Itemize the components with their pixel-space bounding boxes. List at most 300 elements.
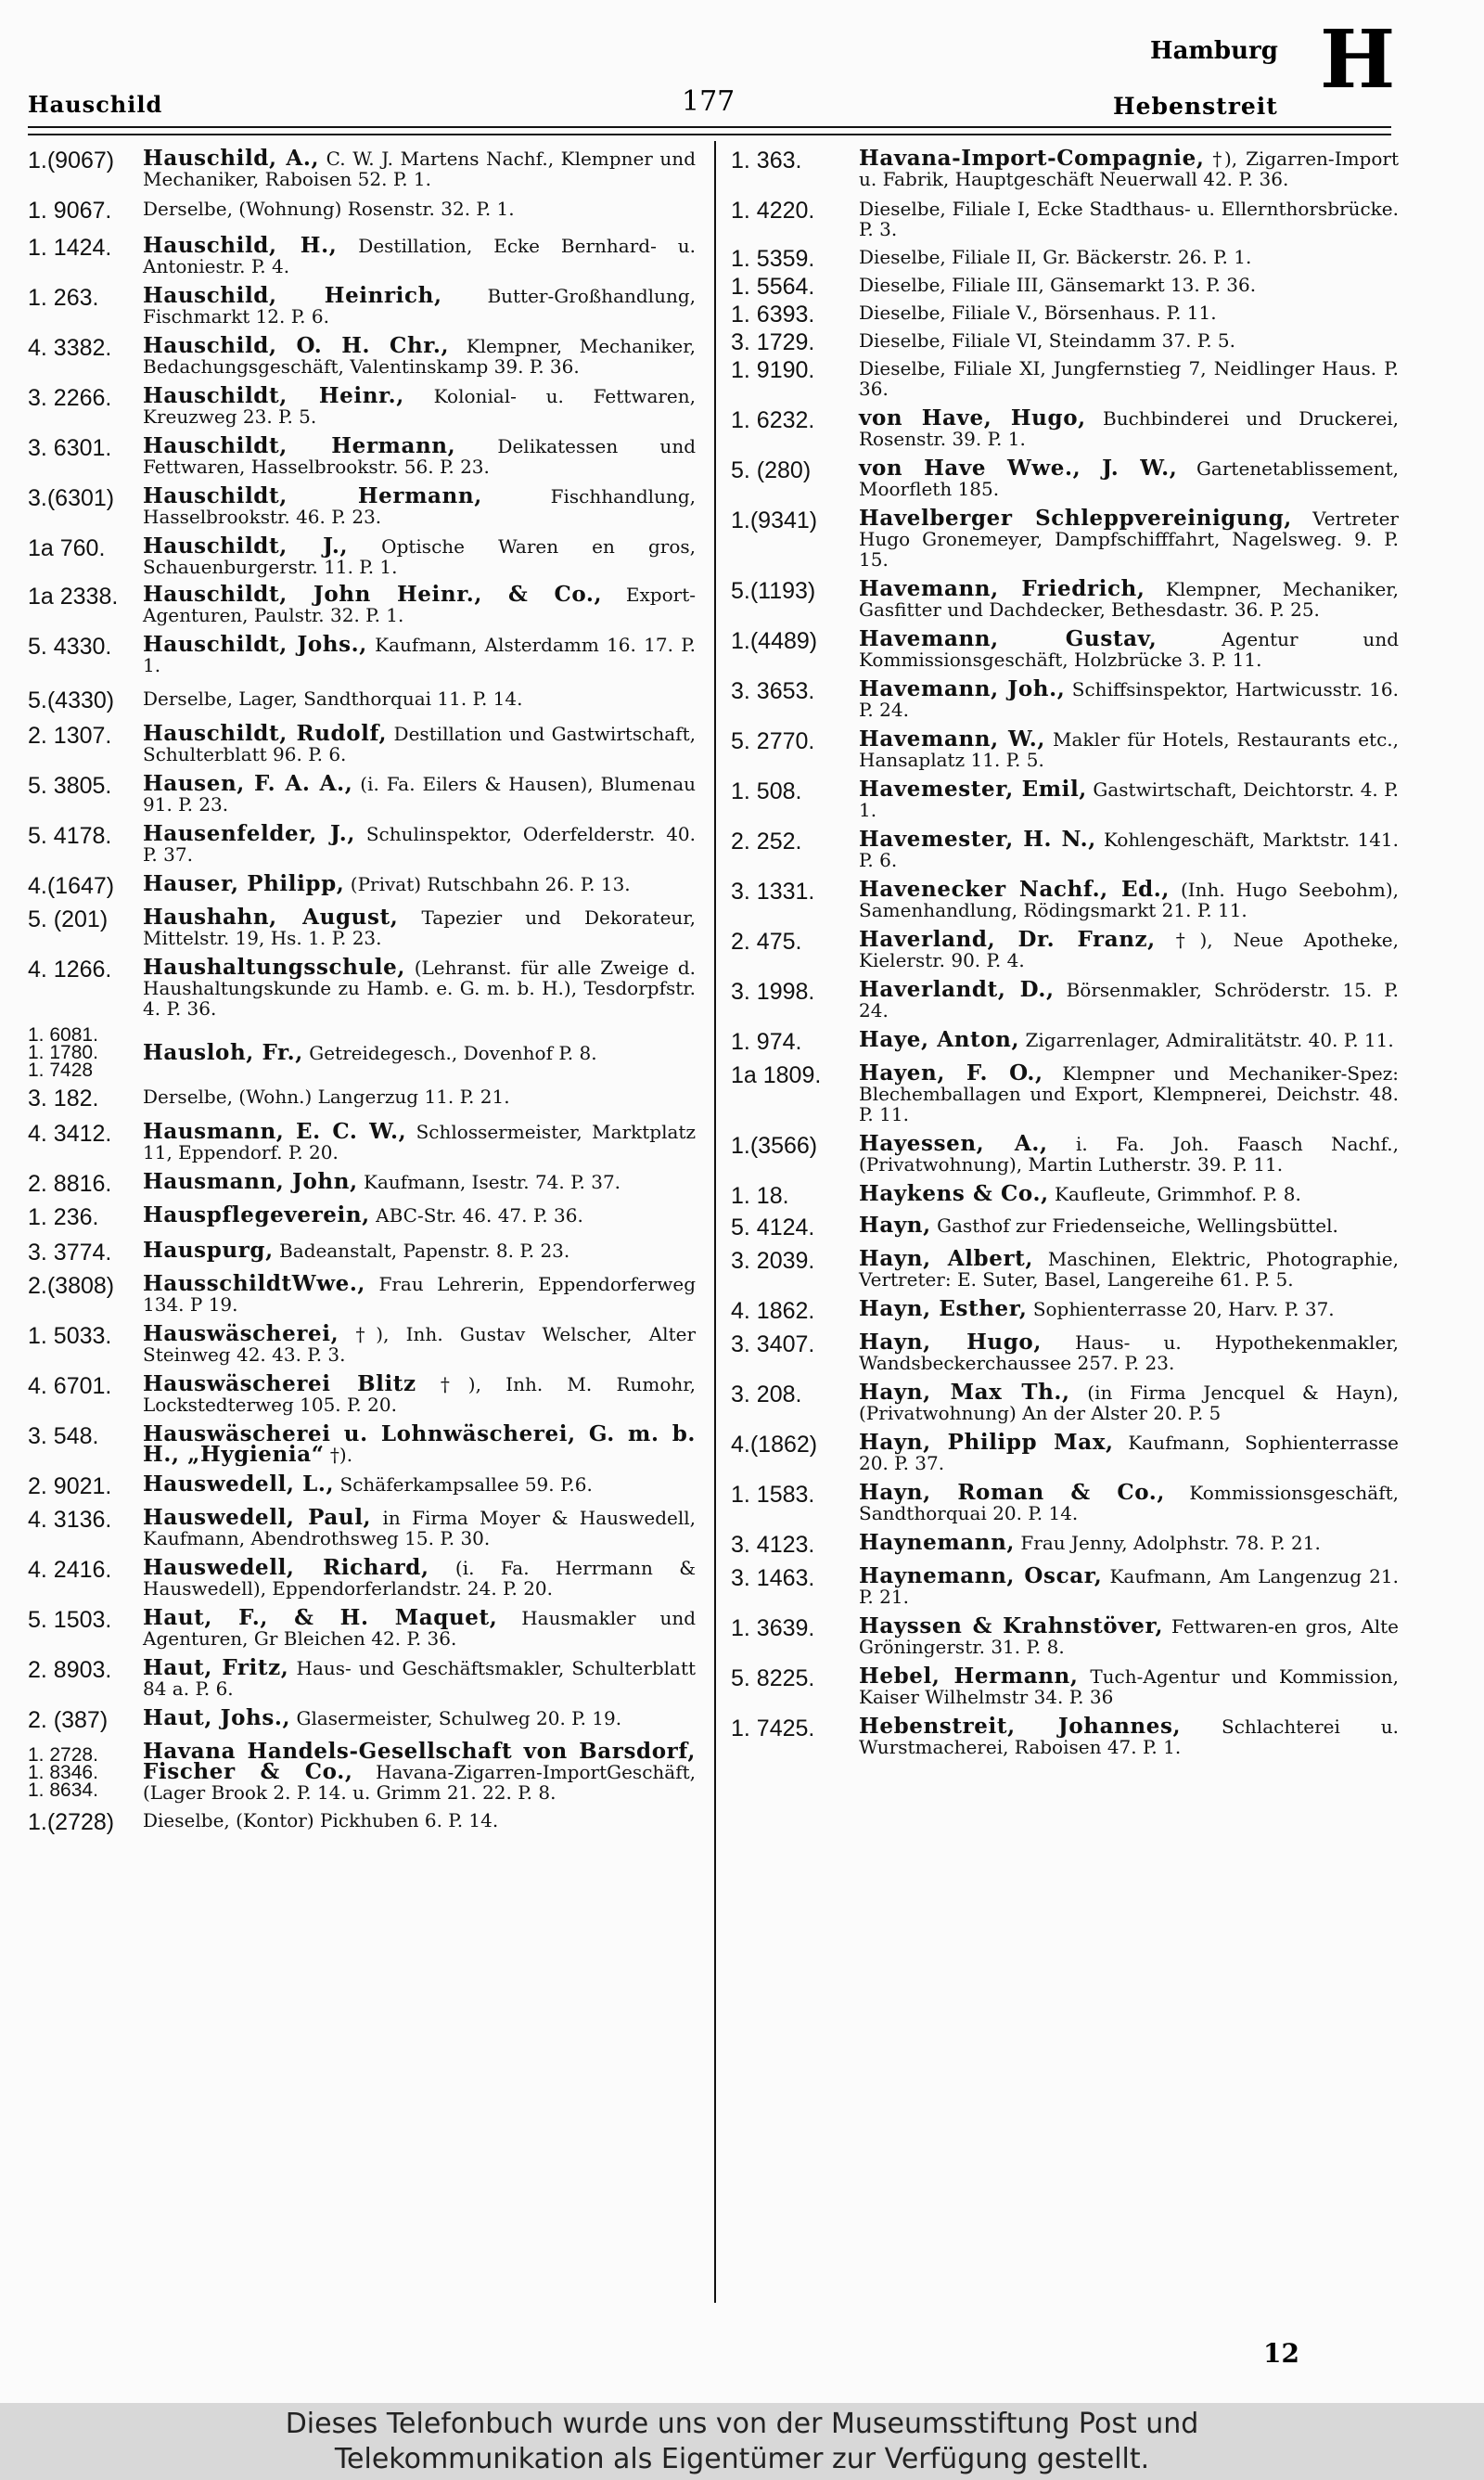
phone-number: 2. 8903.: [28, 1657, 112, 1683]
entry-description: Börsenmakler, Schröderstr. 15. P. 24.: [859, 979, 1399, 1022]
left-column: [28, 148, 696, 1834]
phone-number: 1. 6232.: [731, 407, 815, 433]
entry-description: Dieselbe, Filiale V., Börsenhaus. P. 11.: [859, 302, 1217, 324]
entry-description: Dieselbe, Filiale I, Ecke Stadthaus- u. Ellernthorsbrücke. P. 3.: [859, 198, 1399, 240]
phone-number: 3. 2039.: [731, 1248, 815, 1274]
entry-text: [859, 576, 1399, 621]
entry-name: Hauswäscherei Blitz: [143, 1371, 416, 1396]
list-item: [28, 1505, 697, 1549]
entry-description: Havana-Zigarren-ImportGeschäft, (Lager Brook 2. P. 14. u. Grimm 21. 22. P. 8.: [143, 1761, 696, 1804]
entry-name: Haynemann,: [859, 1530, 1016, 1555]
entry-text: [143, 1505, 697, 1549]
entry-description: Gasthof zur Friedenseiche, Wellingsbüttel.: [937, 1214, 1338, 1237]
entry-description: Kaufmann, Alsterdamm 16. 17. P. 1.: [143, 634, 697, 676]
phone-number: 2.(3808): [28, 1273, 115, 1299]
phone-number: 2. 1307.: [28, 723, 112, 749]
list-item: [731, 1027, 1399, 1055]
entry-text: [143, 1371, 697, 1416]
phone-number: 5. 8225.: [731, 1665, 815, 1691]
list-item: [28, 1321, 697, 1366]
list-item: [28, 283, 696, 328]
entry-description: Derselbe, (Wohn.) Langerzug 11. P. 21.: [143, 1086, 510, 1108]
list-item: [731, 1430, 1399, 1474]
entry-text: [143, 1471, 696, 1497]
entry-name: Haushahn, August,: [143, 905, 399, 930]
entry-text: [859, 1563, 1399, 1608]
entry-text: [143, 871, 696, 896]
entry-text: [859, 877, 1399, 921]
entry-name: Hausenfelder, J.,: [143, 821, 355, 846]
phone-number: 1. 363.: [731, 148, 802, 173]
entry-description: Kaufmann, Isestr. 74. P. 37.: [364, 1171, 621, 1193]
phone-number: 4. 1266.: [28, 957, 112, 983]
entry-description: Dieselbe, (Kontor) Pickhuben 6. P. 14.: [143, 1809, 499, 1831]
list-item: [28, 1471, 696, 1499]
entry-text: [143, 1605, 697, 1650]
entry-name: Hayn, Albert,: [859, 1246, 1034, 1271]
city-name: Hamburg: [1150, 37, 1278, 65]
entry-text: [859, 676, 1400, 721]
phone-number: 5. 4124.: [731, 1214, 815, 1240]
list-item: [28, 957, 696, 1019]
list-item: [731, 1480, 1399, 1524]
entry-text: [143, 1421, 696, 1467]
entry-description: Makler für Hotels, Restaurants etc., Hansaplatz 11. P. 5.: [859, 728, 1399, 771]
entry-description: Destillation, Ecke Bernhard- u. Antoniestr. P. 4.: [143, 235, 697, 277]
entry-name: Hauschildt, Hermann,: [143, 433, 456, 458]
phone-number: 4.(1647): [28, 873, 115, 899]
entry-text: [859, 405, 1400, 450]
phone-number: 1.(4489): [731, 628, 818, 654]
entry-text: [143, 1119, 696, 1163]
entry-text: [143, 771, 696, 816]
phone-number: 5. (201): [28, 906, 109, 932]
entry-description: Frau Lehrerin, Eppendorferweg 134. P 19.: [143, 1273, 697, 1316]
entry-text: [859, 1382, 1399, 1423]
phone-number: 5. 4330.: [28, 634, 112, 660]
list-item: [28, 771, 696, 816]
entry-text: [859, 302, 1399, 323]
phone-number: 5. 1503.: [28, 1607, 112, 1633]
phone-number: 1. 6393.: [731, 302, 815, 328]
list-item: [731, 1246, 1399, 1291]
phone-number: 3. 1729.: [731, 329, 815, 355]
entry-description: Gartenetablissement, Moorfleth 185.: [859, 457, 1399, 500]
right-column: [731, 148, 1399, 1757]
entry-text: [859, 1666, 1399, 1707]
entry-name: Hauschildt, Heinr.,: [143, 383, 404, 408]
entry-description: †), Inh. M. Rumohr, Lockstedterweg 105. P. 20.: [143, 1373, 697, 1416]
entry-description: Dieselbe, Filiale VI, Steindamm 37. P. 5.: [859, 329, 1235, 352]
list-item: [28, 233, 697, 277]
list-item: [731, 508, 1399, 570]
entry-description: Getreidegesch., Dovenhof P. 8.: [309, 1041, 597, 1064]
list-item: [731, 1296, 1399, 1324]
entry-text: [859, 358, 1399, 399]
phone-number: 1. 508.: [731, 778, 802, 804]
list-item: [731, 1060, 1400, 1125]
phone-number: 2. 9021.: [28, 1473, 112, 1499]
phone-number: 1.(3566): [731, 1133, 818, 1159]
entry-description: Fettwaren-en gros, Alte Gröningerstr. 31. P. 8.: [859, 1615, 1399, 1658]
list-item: [731, 1716, 1399, 1757]
entry-text: [859, 726, 1399, 771]
entry-text: [143, 1202, 696, 1227]
list-item: [28, 1119, 696, 1163]
list-item: [731, 576, 1399, 621]
entry-text: [143, 533, 697, 578]
entry-text: [859, 626, 1399, 671]
list-item: [731, 927, 1399, 971]
entry-text: [143, 1321, 697, 1366]
list-item: [731, 877, 1399, 921]
list-item: [731, 247, 1399, 271]
entry-text: [143, 233, 697, 277]
phone-number: 1. 18.: [731, 1183, 789, 1209]
list-item: [731, 405, 1400, 450]
list-item: [28, 1086, 696, 1111]
entry-text: [859, 458, 1399, 499]
entry-description: Schäferkampsallee 59. P.6.: [339, 1473, 593, 1496]
entry-name: Haut, Johs.,: [143, 1705, 291, 1730]
entry-name: Hauschild, H.,: [143, 233, 338, 258]
entry-text: [143, 283, 696, 328]
entry-text: [143, 1086, 696, 1107]
entry-name: Hauschildt, J.,: [143, 533, 349, 559]
list-item: [731, 676, 1400, 721]
phone-number: 5. (280): [731, 457, 812, 483]
list-item: [28, 333, 696, 378]
phone-number: 1. 1583.: [731, 1482, 815, 1508]
page-number: 177: [682, 85, 736, 118]
entry-name: Hauschild, Heinrich,: [143, 283, 442, 308]
list-item: [28, 1705, 696, 1733]
phone-number: 1a 760.: [28, 535, 106, 561]
entry-name: Hauswedell, Paul,: [143, 1505, 372, 1530]
list-item: [731, 358, 1399, 399]
phone-number: 1.(9067): [28, 148, 115, 173]
phone-number: 1. 974.: [731, 1029, 802, 1055]
entry-description: Destillation und Gastwirtschaft, Schulterblatt 96. P. 6.: [143, 723, 696, 765]
list-item: [28, 871, 696, 899]
entry-text: [143, 1810, 696, 1831]
phone-number: 1. 4220.: [731, 198, 815, 224]
entry-text: [859, 1027, 1399, 1052]
list-item: [731, 1215, 1399, 1240]
phone-number: 1. 5564.: [731, 274, 815, 300]
entry-name: Havemann, Friedrich,: [859, 576, 1145, 601]
entry-description: Frau Jenny, Adolphstr. 78. P. 21.: [1020, 1532, 1321, 1554]
entry-description: (Privat) Rutschbahn 26. P. 13.: [350, 873, 631, 895]
entry-text: [143, 688, 696, 709]
list-item: [28, 199, 696, 223]
list-item: [28, 1810, 696, 1834]
phone-number: 3. 548.: [28, 1423, 99, 1449]
entry-description: Tapezier und Dekorateur, Mittelstr. 19, Hs. 1. P. 23.: [143, 906, 697, 949]
phone-number: 3. 1463.: [731, 1565, 815, 1591]
phone-number: 3. 3407.: [731, 1331, 815, 1357]
entry-text: [859, 247, 1399, 267]
entry-name: Hebenstreit, Johannes,: [859, 1714, 1182, 1739]
list-item: [731, 1530, 1399, 1558]
entry-name: Hausen, F. A. A.,: [143, 771, 353, 796]
section-letter: H: [1320, 13, 1396, 107]
entry-text: [859, 1430, 1399, 1474]
phone-number: 1a 2338.: [28, 584, 119, 610]
entry-text: [859, 1530, 1399, 1555]
entry-description: Agentur und Kommissionsgeschäft, Holzbrücke 3. P. 11.: [859, 628, 1399, 671]
entry-description: (in Firma Jencquel & Hayn), (Privatwohnung) An der Alster 20. P. 5: [859, 1381, 1399, 1424]
entry-text: [143, 907, 696, 948]
entry-name: Hauschild, O. H. Chr.,: [143, 333, 450, 358]
entry-description: Klempner, Mechaniker, Gasfitter und Dachdecker, Bethesdastr. 36. P. 25.: [859, 578, 1399, 621]
entry-description: Schulinspektor, Oderfelderstr. 40. P. 37.: [143, 823, 696, 866]
entry-text: [859, 275, 1399, 295]
phone-number: 5. 4178.: [28, 823, 112, 849]
entry-name: Havemester, H. N.,: [859, 827, 1096, 852]
list-item: [731, 1181, 1399, 1209]
entry-description: in Firma Moyer & Hauswedell, Kaufmann, Abendrothsweg 15. P. 30.: [143, 1507, 697, 1549]
entry-text: [859, 1060, 1400, 1125]
entry-name: Hauswäscherei,: [143, 1321, 339, 1346]
phone-number: 3. 182.: [28, 1086, 99, 1112]
list-item: [28, 533, 697, 578]
entry-description: †), Inh. Gustav Welscher, Alter Steinweg 42. 43. P. 3.: [143, 1323, 697, 1366]
phone-number: 1. 3639.: [731, 1615, 815, 1641]
entry-name: Havemann, W.,: [859, 726, 1046, 752]
entry-name: Haut, F., & H. Maquet,: [143, 1605, 498, 1630]
entry-name: von Have Wwe., J. W.,: [859, 456, 1178, 481]
entry-text: [143, 821, 696, 866]
column-divider: [714, 141, 716, 2303]
phone-number: 1. 2728.: [28, 1743, 98, 1766]
list-item: [731, 458, 1399, 499]
list-item: [28, 688, 696, 713]
entry-text: [859, 1296, 1399, 1321]
entry-name: Havana-Import-Compagnie,: [859, 146, 1205, 171]
entry-text: [143, 1741, 696, 1803]
phone-number: 1. 8346.: [28, 1761, 98, 1783]
entry-text: [859, 1246, 1399, 1291]
entry-name: HausschildtWwe.,: [143, 1271, 366, 1296]
footer-notice: [0, 2403, 1484, 2480]
entry-text: [859, 1131, 1400, 1176]
entry-name: Havemann, Gustav,: [859, 626, 1158, 651]
entry-name: Hauspurg,: [143, 1238, 274, 1263]
entry-description: i. Fa. Joh. Faasch Nachf., (Privatwohnung), Martin Lutherstr. 39. P. 11.: [859, 1133, 1400, 1176]
entry-name: Haushaltungsschule,: [143, 955, 405, 980]
entry-name: Hebel, Hermann,: [859, 1664, 1079, 1689]
list-item: [28, 1169, 696, 1197]
entry-description: Haus- u. Hypothekenmakler, Wandsbeckerchaussee 257. P. 23.: [859, 1331, 1399, 1374]
list-item: [731, 1666, 1399, 1707]
header-rule-top: [28, 126, 1391, 128]
phone-number: 1. 9190.: [731, 357, 815, 383]
phone-number: 1.(9341): [731, 508, 818, 533]
entry-name: Hausloh, Fr.,: [143, 1039, 303, 1065]
entry-description: Badeanstalt, Papenstr. 8. P. 23.: [279, 1240, 570, 1262]
entry-description: Fischhandlung, Hasselbrookstr. 46. P. 23.: [143, 485, 697, 528]
entry-description: †), Zigarren-Import u. Fabrik, Hauptgeschäft Neuerwall 42. P. 36.: [859, 148, 1399, 190]
entry-name: Hauser, Philipp,: [143, 871, 345, 896]
right-guide-word: Hebenstreit: [1113, 93, 1278, 120]
entry-description: Schlachterei u. Wurstmacherei, Raboisen 47. P. 1.: [859, 1715, 1399, 1758]
phone-number: 3. 6301.: [28, 435, 112, 461]
entry-description: Dieselbe, Filiale XI, Jungfernstieg 7, Neidlinger Haus. P. 36.: [859, 357, 1399, 400]
entry-description: †), Neue Apotheke, Kielerstr. 90. P. 4.: [859, 929, 1399, 971]
entry-text: [859, 977, 1399, 1022]
entry-name: Haynemann, Oscar,: [859, 1563, 1103, 1588]
phone-number: 1. 8634.: [28, 1779, 98, 1801]
entry-description: Klempner, Mechaniker, Bedachungsgeschäft, Valentinskamp 39. P. 36.: [143, 335, 696, 378]
entry-name: Hayn,: [859, 1213, 931, 1238]
entry-name: Hayn, Max Th.,: [859, 1380, 1070, 1405]
list-item: [28, 1371, 697, 1416]
list-item: [731, 626, 1399, 671]
list-item: [28, 433, 696, 478]
list-item: [28, 632, 697, 676]
entry-name: Havemester, Emil,: [859, 777, 1087, 802]
list-item: [28, 1271, 697, 1316]
phone-number: 4. 2416.: [28, 1557, 112, 1583]
phone-number: 5. 2770.: [731, 728, 815, 754]
list-item: [731, 1563, 1399, 1608]
left-guide-word: Hauschild: [28, 91, 163, 118]
entry-name: Havelberger Schleppvereinigung,: [859, 506, 1292, 531]
entry-text: [143, 582, 696, 626]
list-item: [731, 1613, 1399, 1658]
phone-number-group: [28, 1743, 143, 1801]
phone-number: 5. 3805.: [28, 773, 112, 799]
entry-text: [143, 957, 696, 1019]
entry-text: [859, 1613, 1399, 1658]
entry-name: Hauswedell, L.,: [143, 1471, 335, 1497]
entry-name: Hauschildt, John Heinr., & Co.,: [143, 582, 603, 607]
entry-description: Hausmakler und Agenturen, Gr Bleichen 42. P. 36.: [143, 1607, 697, 1650]
entry-text: [859, 1480, 1399, 1524]
entry-description: Glasermeister, Schulweg 20. P. 19.: [296, 1707, 622, 1729]
phone-number: 3. 208.: [731, 1381, 802, 1407]
list-item: [731, 779, 1399, 820]
entry-text: [859, 829, 1399, 870]
phone-number: 4. 3382.: [28, 335, 112, 361]
phone-number: 4. 3136.: [28, 1507, 112, 1533]
entry-name: Hausmann, E. C. W.,: [143, 1119, 407, 1144]
entry-description: Tuch-Agentur und Kommission, Kaiser Wilhelmstr 34. P. 36: [859, 1665, 1399, 1708]
list-item: [731, 275, 1399, 299]
phone-number: 1. 5033.: [28, 1323, 112, 1349]
entry-text: [143, 199, 696, 219]
entry-name: Hayen, F. O.,: [859, 1060, 1043, 1086]
entry-name: Hayssen & Krahnstöver,: [859, 1613, 1164, 1638]
list-item: [731, 829, 1399, 870]
list-item: [731, 1382, 1399, 1423]
phone-number: 2. 252.: [731, 829, 802, 855]
entry-description: (i. Fa. Herrmann & Hauswedell), Eppendorferlandstr. 24. P. 20.: [143, 1557, 697, 1600]
list-item: [731, 302, 1399, 327]
list-item: [28, 383, 696, 428]
list-item: [28, 1421, 696, 1467]
entry-description: Sophienterrasse 20, Harv. P. 37.: [1032, 1298, 1335, 1320]
entry-name: Hayn, Esther,: [859, 1296, 1028, 1321]
entry-name: von Have, Hugo,: [859, 405, 1086, 430]
entry-description: Export-Agenturen, Paulstr. 32. P. 1.: [143, 584, 696, 626]
list-item: [28, 907, 696, 948]
entry-name: Haut, Fritz,: [143, 1655, 289, 1680]
phone-number: 1.(2728): [28, 1809, 115, 1835]
entry-text: [143, 1169, 696, 1194]
entry-name: Havemann, Joh.,: [859, 676, 1066, 701]
entry-description: Haus- und Geschäftsmakler, Schulterblatt 84 a. P. 6.: [143, 1657, 697, 1700]
list-item: [28, 1240, 696, 1265]
phone-number: 1. 7428: [28, 1060, 94, 1081]
entry-description: Klempner und Mechaniker-Spez: Blechemballagen und Export, Klempnerei, Deichstr. 48. P. 11.: [859, 1062, 1400, 1125]
phone-number: 3. 3653.: [731, 678, 815, 704]
entry-text: [859, 779, 1399, 820]
entry-name: Hayessen, A.,: [859, 1131, 1048, 1156]
entry-description: Buchbinderei und Druckerei, Rosenstr. 39. P. 1.: [859, 407, 1400, 450]
entry-description: C. W. J. Martens Nachf., Klempner und Mechaniker, Raboisen 52. P. 1.: [143, 148, 696, 190]
phone-number: 4. 1862.: [731, 1298, 815, 1324]
phone-number: 4.(1862): [731, 1432, 818, 1458]
list-item: [731, 1332, 1399, 1373]
entry-name: Havenecker Nachf., Ed.,: [859, 877, 1170, 902]
entry-text: [143, 1705, 696, 1730]
entry-description: †).: [329, 1444, 353, 1466]
entry-description: (Inh. Hugo Seebohm), Samenhandlung, Rödingsmarkt 21. P. 11.: [859, 879, 1399, 921]
entry-description: Maschinen, Elektric, Photographie, Vertreter: E. Suter, Basel, Langereihe 61. P. 5.: [859, 1248, 1399, 1291]
list-item: [28, 821, 696, 866]
entry-text: [859, 330, 1399, 351]
entry-description: (i. Fa. Eilers & Hausen), Blumenau 91. P. 23.: [143, 773, 696, 816]
list-item: [731, 726, 1399, 771]
list-item: [28, 1555, 697, 1600]
phone-number: 1a 1809.: [731, 1062, 822, 1088]
header-rule-bottom: [28, 134, 1391, 135]
list-item: [28, 148, 696, 189]
entry-name: Hauswäscherei u. Lohnwäscherei, G. m. b. H., „Hygienia“: [143, 1421, 696, 1467]
phone-number: 5.(4330): [28, 687, 115, 713]
phone-number: 4. 6701.: [28, 1373, 112, 1399]
footer-line: Dieses Telefonbuch wurde uns von der Museumsstiftung Post und: [285, 2408, 1199, 2440]
entry-text: [859, 1332, 1399, 1373]
entry-description: Kaufmann, Am Langenzug 21. P. 21.: [859, 1565, 1399, 1608]
entry-text: [143, 721, 696, 765]
phone-number: 5.(1193): [731, 578, 816, 604]
list-item: [28, 1605, 697, 1650]
phone-number: 2. 475.: [731, 929, 802, 955]
entry-name: Haverlandt, D.,: [859, 977, 1055, 1002]
entry-name: Hauschildt, Hermann,: [143, 483, 482, 508]
entry-name: Hayn, Roman & Co.,: [859, 1480, 1166, 1505]
footer-line: Telekommunikation als Eigentümer zur Verfügung gestellt.: [334, 2443, 1150, 2475]
entry-description: Kohlengeschäft, Marktstr. 141. P. 6.: [859, 829, 1400, 871]
entry-text: [859, 927, 1399, 971]
phone-number: 1. 236.: [28, 1204, 99, 1230]
phone-number: 3. 1331.: [731, 879, 815, 905]
entry-description: Dieselbe, Filiale II, Gr. Bäckerstr. 26. P. 1.: [859, 246, 1252, 268]
entry-text: [859, 1181, 1399, 1206]
phone-number: 4. 3412.: [28, 1121, 112, 1147]
entry-text: [859, 148, 1399, 189]
entry-name: Hauschildt, Johs.,: [143, 632, 367, 657]
list-item: [731, 148, 1399, 189]
entry-description: Derselbe, (Wohnung) Rosenstr. 32. P. 1.: [143, 198, 515, 220]
list-item: [731, 977, 1399, 1022]
entry-description: Kaufmann, Sophienterrasse 20. P. 37.: [859, 1432, 1399, 1474]
phone-number: 2. 8816.: [28, 1171, 112, 1197]
entry-name: Havana Handels-Gesellschaft von Barsdorf, Fischer & Co.,: [143, 1739, 696, 1784]
